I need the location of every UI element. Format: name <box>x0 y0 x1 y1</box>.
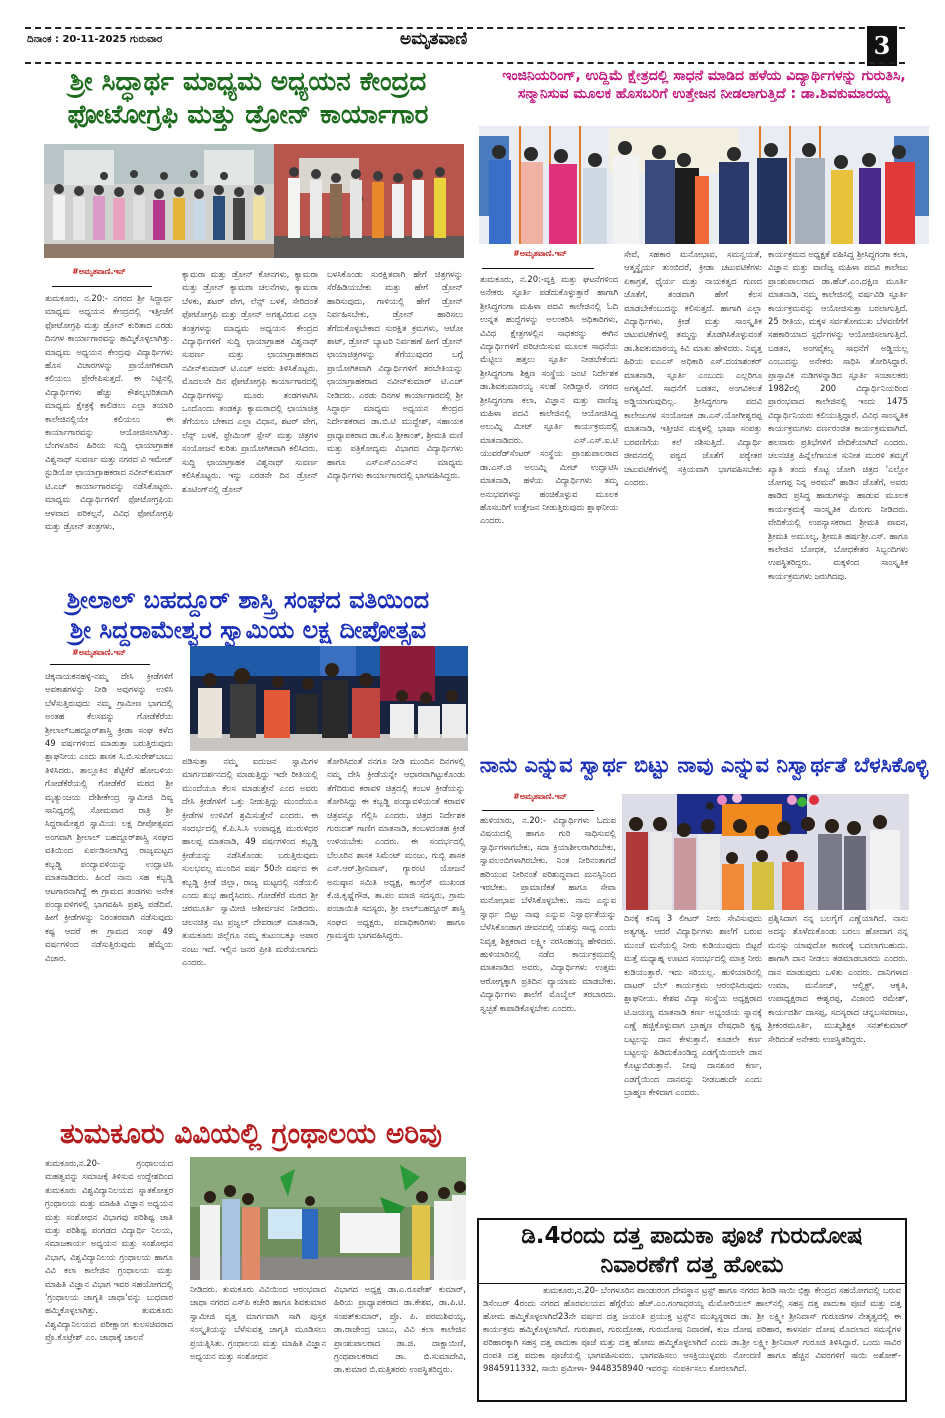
article-body-column: ಪ್ರಶ್ನಿಸಿದಾಗ ನನ್ನ ಬಲಗೈಗೆ ಎಣ್ಣೆಯಾಗಿದೆ. ನಾನು ಅದನ್ನು ತೊಳೆದುಕೊಂಡು ಬರಲು ಹೋದಾಗ ನನ್ನ ಮನಸ್ಸು ಯಾವುದೋ ಕಾರಣಕ್ಕೆ ಬದಲಾಗಬಹುದು. ಹಾಗಾಗಿ ದಾನ ನೀಡಲು ತಡಮಾಡಬಾರದು ಎಂದರು. ದಾನ ಮಾಡುವುದು ಒಳಿತು ಎಂದರು. ದಾನಿಗಳಾದ ಉಮಾ, ಮನೋಜ್, ಆಲ್ವಿಕ್ಟ್, ಆಕೃತಿ, ಉಪಾಧ್ಯಕ್ಷರಾದ ಈಶ್ವರಪ್ಪ, ವಿಜಾಂಬಿ ರಮೇಶ್, ಕಾರ್ಯದರ್ಶಿ ದಾಸಪ್ಪ, ಸದಸ್ಯರಾದ ಚನ್ನಬಸವರಾಜು, ಶ್ರೀಕಂಠಮೂರ್ತಿ, ಮುಖ್ಯಶಿಕ್ಷಕ ಸನತ್‌ಕುಮಾರ್ ಸೇರಿದಂತೆ ಅನೇಕರು ಉಪಸ್ಥಿತರಿದ್ದರು. <box>768 913 908 1044</box>
headline-line-2: ಸನ್ಮಾನಿಸುವ ಮೂಲಕ ಹೊಸಬರಿಗೆ ಉತ್ತೇಜನ ನೀಡಲಾಗುತ್ತಿದೆ : ಡಾ.ಶಿವಕುಮಾರಯ್ಯ <box>517 85 891 102</box>
headline-line-2: ಫೋಟೋಗ್ರಫಿ ಮತ್ತು ಡ್ರೋನ್ ಕಾರ್ಯಾಗಾರ <box>67 99 429 130</box>
group-photo-image <box>44 144 464 258</box>
rally-photo-image <box>190 1157 466 1280</box>
article-body-column: ಬಳಸಿಕೊಂಡು ಸುರಕ್ಷಿತವಾಗಿ ಹೇಗೆ ಚಿತ್ರಗಳನ್ನು ಸೆರೆಹಿಡಿಯಬೇಕು ಮತ್ತು ಹೇಗೆ ಡ್ರೋನ್ ಹಾರಿಸುವುದು, ಗಾಳಿಯಲ್ಲಿ ಹೇಗೆ ಡ್ರೋನ್ ನಿರ್ವಹಿಸಬೇಕು, ಡ್ರೋನ್ ಹಾರಿಸಲು ತೆಗೆದುಕೊಳ್ಳಬೇಕಾದ ಸುರಕ್ಷಿತ ಕ್ರಮಗಳು, ಆಟೋ ಶಾಟ್, ಡ್ರೋನ್ ಬ್ಯಾಟರಿ ನಿರ್ವಹಣೆ ಹೀಗೆ ಡ್ರೋನ್ ಛಾಯಾಚಿತ್ರಗಳನ್ನು ತೆಗೆಯುವುದರ ಬಗ್ಗೆ ಪ್ರಾಯೋಗಿಕವಾಗಿ ವಿದ್ಯಾರ್ಥಿಗಳಿಗೆ ತರಬೇತಿಯನ್ನು ಛಾಯಾಗ್ರಾಹಕರಾದ ನವೀನ್‌ಕುಮಾರ್ ಟಿ.ಎಚ್ ನೀಡಿದರು. ಎರಡು ದಿನಗಳ ಕಾರ್ಯಾಗಾರದಲ್ಲಿ ಶ್ರೀ ಸಿದ್ಧಾರ್ಥ ಮಾಧ್ಯಮ ಅಧ್ಯಯನ ಕೇಂದ್ರದ ನಿರ್ದೇಶಕರಾದ ಡಾ.ಬಿ.ಟಿ ಮುದ್ದೇಶ್, ಸಹಾಯಕ ಪ್ರಾಧ್ಯಾಪಕರಾದ ಡಾ.ಕೆ.ಎ ಶ್ರೀಕಾಂತ್, ಶ್ರೀಮತಿ ಮಣಿ ಮತ್ತು ಪತ್ರಿಕೋದ್ಯಮ ವಿಭಾಗದ ವಿದ್ಯಾರ್ಥಿಗಳು ಹಾಗೂ ಎಸ್‌ಎಸ್‌ಎಂಎಸ್‌ನ ಮಾಧ್ಯಮ ವಿದ್ಯಾರ್ಥಿಗಳು ಕಾರ್ಯಾಗಾರದಲ್ಲಿ ಭಾಗವಹಿಸಿದ್ದರು. <box>327 269 463 481</box>
article-body-column: ತುಮಕೂರು,ನ.20- ಗ್ರಂಥಾಲಯದ ಮಹತ್ವವನ್ನು ಸಮಾಜಕ್ಕೆ ತಿಳಿಸುವ ಉದ್ದೇಶದಿಂದ ತುಮಕೂರು ವಿಶ್ವವಿದ್ಯಾನಿಲಯದ ಸ್ನಾತಕೋತ್ತರ ಗ್ರಂಥಾಲಯ ಮತ್ತು ಮಾಹಿತಿ ವಿಜ್ಞಾನ ಅಧ್ಯಯನ ಮತ್ತು ಸಂಶೋಧನ ವಿಭಾಗವು ಪರಿಶಿಷ್ಟ ಜಾತಿ ಮತ್ತು ಪರಿಶಿಷ್ಟ ಪಂಗಡದ ವಿದ್ಯಾರ್ಥಿ ನಿಲಯ, ಸಮಾಜಕಾರ್ಯ ಅಧ್ಯಯನ ಮತ್ತು ಸಂಶೋಧನ ವಿಭಾಗ, ವಿಶ್ವವಿದ್ಯಾನಿಲಯ ಗ್ರಂಥಾಲಯ ಹಾಗೂ ವಿವಿ ಕಲಾ ಕಾಲೇಜಿನ ಗ್ರಂಥಾಲಯ ಮತ್ತು ಮಾಹಿತಿ ವಿಜ್ಞಾನ ವಿಭಾಗ ಇವರ ಸಹಯೋಗದಲ್ಲಿ 'ಗ್ರಂಥಾಲಯ ಜಾಗೃತಿ ಜಾಥಾ'ವನ್ನು ಬುಧವಾರ ಹಮ್ಮಿಕೊಳ್ಳಲಾಗಿತ್ತು. ತುಮಕೂರು ವಿಶ್ವವಿದ್ಯಾನಿಲಯದ ಪರೀಕ್ಷಾಂಗ ಕುಲಸಚಿವರಾದ ಪ್ರೊ.ಕೊಟ್ರೇಶ್ ಎಂ. ಜಾಥಾಕ್ಕೆ ಚಾಲನೆ <box>45 1158 173 1343</box>
article-body-column: ವಿಭಾಗದ ಅಧ್ಯಕ್ಷ ಡಾ.ಎ.ರೂಪೇಶ್ ಕುಮಾರ್, ಹಿರಿಯ ಪ್ರಾಧ್ಯಾಪಕರಾದ ಡಾ.ಕೇಶವ, ಡಾ.ಪಿ.ಟಿ. ಸಂಪತ್‌ಕುಮಾರ್, ಪ್ರೊ. ಪಿ. ಪರಮಶಿವಯ್ಯ, ಡಾ.ರಾಜೇಂದ್ರ ಬಾಬು, ವಿವಿ ಕಲಾ ಕಾಲೇಜಿನ ಪ್ರಾಂಶುಪಾಲರಾದ ಡಾ.ಜಿ. ದಾಕ್ಷಾಯಿಣಿ, ಗ್ರಂಥಪಾಲಕರಾದ ಡಾ. ಬಿ.ಸುಮಾದೇವಿ, ಡಾ.ಕುಮಾರ ಬಿ.ಮತ್ತಿತರರು ಉಪಸ್ಥಿತರಿದ್ದರು. <box>334 1284 466 1375</box>
photo-school-event <box>622 794 909 910</box>
article-body-column: ಚಿಕ್ಕನಾಯಕನಹಳ್ಳಿ-ನಮ್ಮ ದೇಸಿ ಕ್ರೀಡೆಗಳಿಗೆ ಅವಕಾಶಗಳನ್ನು ನೀಡಿ ಅವುಗಳನ್ನು ಉಳಿಸಿ ಬೆಳೆಸುತ್ತಿರುವುದು ನಮ್ಮ ಗ್ರಾಮೀಣ ಭಾಗದಲ್ಲಿ ಅಂತಹ ಕೆಲಸವನ್ನು ಗೋಡೆಕೆರೆಯ ಶ್ರೀಲಾಲ್‌ಬಹದ್ದೂರ್‌ಶಾಸ್ತ್ರಿ ಕ್ರೀಡಾ ಸಂಘ ಕಳೆದ 49 ವರ್ಷಗಳಿಂದ ಮಾಡುತ್ತಾ ಬರುತ್ತಿರುವುದು ಶ್ಲಾಘನೀಯ ಎಂದು ಶಾಸಕ ಸಿ.ಬಿ.ಸುರೇಶ್‌ಬಾಬು ತಿಳಿಸಿದರು. ತಾಲ್ಲೂಕಿನ ಶೆಟ್ಟಿಕೆರೆ ಹೋಬಳಿಯ ಗೋಡೆಕೆರೆಯಲ್ಲಿ ಗೋಡೆಕೆರೆ ಮಠದ ಶ್ರೀ ಮೃತ್ಯುಂಜಯ ದೇಶೀಕೇಂದ್ರ ಸ್ವಾಮೀಜಿ ದಿವ್ಯ ಸಾನಿಧ್ಯದಲ್ಲಿ ಸೋಮವಾರ ರಾತ್ರಿ ಶ್ರೀ ಸಿದ್ದರಾಮೇಶ್ವರ ಸ್ವಾಮಿಯ ಲಕ್ಷ ದೀಪೋತ್ಸವದ ಅಂಗವಾಗಿ ಶ್ರೀಲಾಲ್ ಬಹದ್ದೂರ್‌ಶಾಸ್ತ್ರಿ ಸಂಘದ ವತಿಯಿಂದ ಏರ್ಪಡಿಸಲಾಗಿದ್ದ ರಾಜ್ಯಮಟ್ಟದ ಕಬ್ಬಡ್ಡಿ ಪಂದ್ಯಾವಳಿಯನ್ನು ಉದ್ಘಾಟಿಸಿ ಮಾತನಾಡಿದರು. ಹಿಂದೆ ನಾನು ಸಹ ಕಬ್ಬಡ್ಡಿ ಆಟಗಾರನಾಗಿದ್ದೆ ಈ ಗ್ರಾಮದ ತಂಡಗಳು ಅನೇಕ ಪಂದ್ಯಾವಳಿಗಳಲ್ಲಿ ಭಾಗವಹಿಸಿ ಪ್ರಶಸ್ತಿ ಪಡೆದಿವೆ. ಹೀಗೆ ಕ್ರೀಡೆಗಳನ್ನು ನಿರಂತರವಾಗಿ ನಡೆಸುವುದು ಕಷ್ಟ ಆದರೆ ಈ ಗ್ರಾಮದ ಸಂಘ 49 ವರ್ಷಗಳಿಂದ ನಡೆಸುತ್ತಿರುವುದು ಹೆಮ್ಮೆಯ ವಿಚಾರ. <box>45 671 173 963</box>
tag-rule <box>482 810 594 811</box>
article-body-column: ನೀಡಿದರು. ತುಮಕೂರು ವಿವಿಯಿಂದ ಆರಂಭವಾದ ಜಾಥಾ ನಗರದ ಎಸ್‌ಪಿ ಕಚೇರಿ ಹಾಗೂ ಶಿವಕುಮಾರ ಸ್ವಾಮೀಜಿ ವೃತ್ತ ಮಾರ್ಗವಾಗಿ ಸಾಗಿ ಪುಸ್ತಕ ಸಂಸ್ಕೃತಿಯನ್ನು ಬೆಳೆಸುವತ್ತ ಜಾಗೃತಿ ಮೂಡಿಸಲು ಪ್ರಯತ್ನಿಸಿತು. ಗ್ರಂಥಾಲಯ ಮತ್ತು ಮಾಹಿತಿ ವಿಜ್ಞಾನ ಅಧ್ಯಯನ ಮತ್ತು ಸಂಶೋಧನ <box>190 1284 326 1362</box>
article-headline-selflessness: ನಾನು ಎನ್ನುವ ಸ್ವಾರ್ಥ ಬಿಟ್ಟು ನಾವು ಎನ್ನುವ ನಿಸ್ವಾರ್ಥತೆ ಬೆಳಸಿಕೊಳ್ಳಿ <box>479 753 929 777</box>
notice-body: ತುಮಕೂರು,ನ.20- ಬೆಂಗಳೂರಿನ ಪಾಂಡುರಂಗ ದೇವಸ್ಥಾನ ಟ್ರಸ್ಟ್ ಹಾಗೂ ನಗರದ ಶಿರಡಿ ಸಾಯಿ ಭಿಕ್ಷಾ ಕೇಂದ್ರದ ಸಹಯೋಗದಲ್ಲಿ ಬರುವ ಡಿಸೆಂಬರ್ 4ರಂದು ನಗರದ ಹೊರವಲಯದ ಹೆಗ್ಗೆರೆಯ ಹೆಚ್.ಎಂ.ಗಂಗಾಧರಯ್ಯ ಮೆಮೋರಿಯಲ್ ಹಾಲ್‌ನಲ್ಲಿ ಸಹಸ್ರ ದತ್ತ ಪಾದುಕಾ ಪೂಜೆ ಮತ್ತು ದತ್ತ ಹೋಮ ಹಮ್ಮಿಕೊಳ್ಳಲಾಗಿದೆ23ನೇ ವರ್ಷದ ದತ್ತ ಜಯಂತಿ ಪ್ರಯುಕ್ತ ಟ್ರಸ್ಟ್‌ನ ಮುಖ್ಯಸ್ಥರಾದ ಡಾ. ಶ್ರೀ ಲಕ್ಷ್ಮೀ ಶ್ರೀನಿವಾಸ್ ಗುರೂಜಿಗಳ ನೇತೃತ್ವದಲ್ಲಿ ಈ ಕಾರ್ಯಕ್ರಮ ಹಮ್ಮಿಕೊಳ್ಳಲಾಗಿದೆ. ಗುರುಶಾಪ, ಗುರುದ್ರೋಹ, ಗುರುದೋಷ ನಿವಾರಣೆ, ಕುಜ ದೋಷ ಪರಿಹಾರ, ಕಾಳಸರ್ಪ ದೋಷ ಮೊದಲಾದ ಸಮಸ್ಯೆಗಳ ಪರಿಹಾರಕ್ಕಾಗಿ ಸಹಸ್ರ ದತ್ತ ಪಾದುಕಾ ಪೂಜೆ ಮತ್ತು ದತ್ತ ಹೋಮ ಹಮ್ಮಿಕೊಳ್ಳಲಾಗಿದೆ ಎಂದು ಡಾ.ಶ್ರೀ ಲಕ್ಷ್ಮೀ ಶ್ರೀನಿವಾಸ್ ಗುರೂಜಿ ತಿಳಿಸಿದ್ದಾರೆ. ಒಂದು ಸಾವಿರ ದಂಪತಿ ದತ್ತ ಪದುಕಾ ಪೂಜೆಯಲ್ಲಿ ಭಾಗವಹಿಸುವರು. ಭಾಗವಹಿಸಲು ಆಸಕ್ತಿಯುಳ್ಳವರು ನೋಂದಣಿ ಹಾಗೂ ಹೆಚ್ಚಿನ ವಿವರಗಳಿಗೆ ಸಾಯಿ ಅಶೋಕ್- 9845911332, ಸಾಯಿ ಪ್ರಮೀಳಾ- 9448358940 ಇವರನ್ನು ಸಂಪರ್ಕಿಸಲು ಕೋರಲಾಗಿದೆ. <box>483 1284 901 1373</box>
headline-line-2: ಶ್ರೀ ಸಿದ್ದರಾಮೇಶ್ವರ ಸ್ವಾಮಿಯ ಲಕ್ಷ ದೀಪೋತ್ಸವ <box>69 616 427 644</box>
article-headline-photography-workshop <box>28 66 468 131</box>
stage-photo-image <box>190 646 468 751</box>
photo-lamp-lighting <box>479 126 929 244</box>
issue-date: ದಿನಾಂಕ : 20-11-2025 ಗುರುವಾರ <box>27 34 163 45</box>
photo-library-rally <box>190 1157 466 1280</box>
source-tag: #ಅಮೃತವಾಣಿ.ಇನ್ <box>72 648 126 657</box>
article-body-column: ಕ್ಯಾಮರಾ ಮತ್ತು ಡ್ರೋನ್ ಕೋನಗಳು, ಕ್ಯಾಮರಾ ಮತ್ತು ಡ್ರೋನ್ ಕ್ಯಾಮರಾ ಚಲನೆಗಳು, ಕ್ಯಾಮರಾ ಬೆಳಕು, ಶಟರ್ ವೇಗ, ಲೆನ್ಸ್ ಬಳಕೆ, ಸೇರಿದಂತೆ ಫೋಟೋಗ್ರಫಿ ಮತ್ತು ಡ್ರೋನ್ ಅಗತ್ಯವಿರುವ ಎಲ್ಲಾ ತಂತ್ರಗಳನ್ನು ಮಾಧ್ಯಮ ಅಧ್ಯಯನ ಕೇಂದ್ರದ ವಿದ್ಯಾರ್ಥಿಗಳಿಗೆ ಸುದ್ದಿ ಛಾಯಾಗ್ರಾಹಕ ವಿಶ್ವನಾಥ್ ಸುವರ್ಣ ಮತ್ತು ಛಾಯಾಗ್ರಾಹಕರಾದ ನವೀನ್‌ಕುಮಾರ್ ಟಿ.ಎಚ್ ಅವರು ತಿಳಿಸಿಕೊಟ್ಟರು. ಮೊದಲನೇ ದಿನ ಫೋಟೋಗ್ರಫಿ ಕಾರ್ಯಾಗಾರದಲ್ಲಿ ವಿದ್ಯಾರ್ಥಿಗಳನ್ನು ಮೂರು ತಂಡಗಳಾಗಿಸಿ ಒಂದೊಂದು ತಂಡಕ್ಕೂ ಕ್ಯಾಮರಾದಲ್ಲಿ ಛಾಯಾಚಿತ್ರ ತೆಗೆಯಲು ಬೇಕಾದ ಎಲ್ಲಾ ವಿಧಾನ, ಶಟರ್ ವೇಗ, ಲೆನ್ಸ್ ಬಳಕೆ, ಫ್ರೇಮಿಂಗ್ ಸ್ಪೇಸ್ ಮತ್ತು ಚಿತ್ರಗಳ ಸಂಯೋಜನೆ ಕುರಿತು ಪ್ರಾಯೋಗಿಕವಾಗಿ ಕಲಿಸಿದರು. ಸುದ್ದಿ ಛಾಯಾಗ್ರಾಹಕ ವಿಶ್ವನಾಥ್ ಸುವರ್ಣ ಕಲಿಸಿಕೊಟ್ಟರು. ಇನ್ನು ಎರಡನೇ ದಿನ ಡ್ರೋನ್ ಶೂಟಿಂಗ್‌ನಲ್ಲಿ ಡ್ರೋನ್ <box>182 269 318 494</box>
headline-line-1: ಇಂಜಿನಿಯರಿಂಗ್, ಉದ್ದಿಮೆ ಕ್ಷೇತ್ರದಲ್ಲಿ ಸಾಧನೆ ಮಾಡಿದ ಹಳೆಯ ವಿದ್ಯಾರ್ಥಿಗಳನ್ನು ಗುರುತಿಸಿ, <box>502 68 906 84</box>
article-headline-alumni <box>478 68 930 103</box>
article-body-column: ಪಡಿಸುತ್ತಾ ನಮ್ಮ ಐದುಜನ ಸ್ವಾಮಿಗಳ ಮಾರ್ಗದರ್ಶನದಲ್ಲಿ ಮಾಡುತ್ತಿದ್ದು ಇದೇ ರೀತಿಯಲ್ಲಿ ಮುಂದೆಯೂ ಕೆಲಸ ಮಾಡುತ್ತೇನೆ ಎಂದ ಅವರು ದೇಸಿ ಕ್ರೀಡೆಗಳಿಗೆ ಒತ್ತು ನೀಡುತ್ತಿದ್ದು ಮುಂದೆಯೂ ಕ್ರೀಡೆಗಳ ಉಳಿವಿಗೆ ಶ್ರಮಿಸುತ್ತೇನೆ ಎಂದರು. ಈ ಸಂದರ್ಭದಲ್ಲಿ ಕೆ.ಪಿ.ಸಿ.ಸಿ ಉಪಾಧ್ಯಕ್ಷ ಮುರುಳಿಧರ ಹಾಲಪ್ಪ ಮಾತನಾಡಿ, 49 ವರ್ಷಗಳಿಂದ ಕಬ್ಬಡ್ಡಿ ಕ್ರೀಡೆಯನ್ನು ನಡೆಸಿಕೊಂಡು ಬರುತ್ತಿರುವುದು ಸುಲಭವಲ್ಲ ಮುಂದಿನ ವರ್ಷ 50ನೇ ವರ್ಷದ ಈ ಕಬ್ಬಡ್ಡಿ ಕ್ರೀಡೆ ಜಿಲ್ಲಾ, ರಾಜ್ಯ ಮಟ್ಟದಲ್ಲಿ ನಡೆಯಲಿ ಎಂದು ಶುಭ ಹಾರೈಸಿದರು. ಗೋಡೆಕೆರೆ ಮಠದ ಶ್ರೀ ಚರಮೂರ್ತಿ ಸ್ವಾಮೀಜಿ ಆಶೀರ್ವಚನ ನೀಡಿದರು. ಚಲನಚಿತ್ರ ನಟ ಪ್ರಜ್ವಲ್ ದೇವರಾಜ್ ಮಾತನಾಡಿ, ತುಮಕೂರು ಜಿಲ್ಲೆಗೂ ನಮ್ಮ ಕುಟುಂಬಕ್ಕೂ ಅಪಾರ ನಂಟು ಇದೆ. ಇಲ್ಲಿನ ಜನರ ಪ್ರೀತಿ ಮರೆಯಲಾಗದು ಎಂದರು. <box>182 756 318 968</box>
article-body-column: ದಿನಕ್ಕೆ ಕನಿಷ್ಠ 3 ಲೀಟರ್ ನೀರು ಸೇವಿಸುವುದು ಅತ್ಯಗತ್ಯ. ಆದರೆ ವಿದ್ಯಾರ್ಥಿಗಳು ಶಾಲೆಗೆ ಬರುವ ಮುಂಚೆ ಮನೆಯಲ್ಲಿ ನೀರು ಕುಡಿಯುವುದು ಬಿಟ್ಟರೆ ಮತ್ತೆ ಮಧ್ಯಾಹ್ನ ಊಟದ ಸಂದರ್ಭದಲ್ಲಿ ಮಾತ್ರ ನೀರು ಕುಡಿಯುತ್ತಾರೆ. ಇದು ಸರಿಯಲ್ಲ. ಹುಳಿಯಾರಿನಲ್ಲಿ ವಾಟರ್ ಬೆಲ್ ಕಾರ್ಯಕ್ರಮ ಆರಂಭಿಸಿರುವುದು ಶ್ಲಾಘನೀಯ. ಕೇಶವ ವಿದ್ಯಾ ಸಂಸ್ಥೆಯ ಅಧ್ಯಕ್ಷರಾದ ಟಿ.ಜಯಣ್ಣ ಮಾತನಾಡಿ ಕರ್ಣ ಅಭ್ಯಂಜಿಯ ಸ್ನಾನಕ್ಕೆ ಎಣ್ಣೆ ಹಚ್ಚಿಕೊಳ್ಳುವಾಗ ಬ್ರಾಹ್ಮಣ ವೇಷಧಾರಿ ಕೃಷ್ಣ ಬಟ್ಟಲನ್ನು ದಾನ ಕೇಳುತ್ತಾನೆ. ಕೂಡಲೇ ಕರ್ಣ ಬಟ್ಟಲನ್ನು ಹಿಡಿದುಕೊಂಡಿದ್ದ ಎಡಗೈಯಿಂದಲೇ ದಾನ ಕೊಟ್ಟುಬಿಡುತ್ತಾನೆ. ನೀವು ದಾನಶೂರ ಕರ್ಣ, ಎಡಗೈಯಿಂದ ದಾನವನ್ನು ನೀಡಬಹುದೇ ಎಂದು ಬ್ರಾಹ್ಮಣ ಕೇಳಿದಾಗ ಎಂದರು. <box>624 913 762 1098</box>
article-body-column: ಸೇವೆ, ಸಹಕಾರ ಮನೋಭಾವ, ಸಮನ್ವಯತೆ, ಆತ್ಮಸ್ಥೈರ್ಯ ತುಂಬಿದರೆ, ಕ್ರೀಡಾ ಚಟುವಟಿಕೆಗಳು ಏಕಾಗ್ರತೆ, ಧೈರ್ಯ ಮತ್ತು ನಾಯಕತ್ವದ ಗುಣದ ಜೊತೆಗೆ, ತಂಡವಾಗಿ ಹೇಗೆ ಕೆಲಸ ಮಾಡಬೇಕೆಂಬುದನ್ನು ಕಲಿಸುತ್ತದೆ. ಹಾಗಾಗಿ ಎಲ್ಲಾ ವಿದ್ಯಾರ್ಥಿಗಳು, ಕ್ರೀಡೆ ಮತ್ತು ಸಾಂಸ್ಕೃತಿಕ ಚಟುವಟಿಕೆಗಳಲ್ಲಿ ತಮ್ಮನ್ನು ತೊಡಗಿಸಿಕೊಳ್ಳುವಂತೆ ಡಾ.ಶಿವಕುಮಾರಯ್ಯ ಕಿವಿ ಮಾತು ಹೇಳಿದರು. ನಿವೃತ್ತ ಹಿರಿಯ ಐಎಎಸ್ ಅಧಿಕಾರಿ ಎಸ್.ದಯಾಶಂಕರ್ ಮಾತನಾಡಿ, ಸ್ಫೂರ್ತಿ ಎಂಬುದು ಎಲ್ಲರಿಗೂ ಅಗತ್ಯವಿದೆ. ಸಾಧನೆಗೆ ಬಡತನ, ಅಂಗವಿಕಲತೆ ಅಡ್ಡಿಯಾಗುವುದಿಲ್ಲ. ಶ್ರೀಸಿದ್ಧಗಂಗಾ ಪದವಿ ಕಾಲೇಜುಗಳ ಸಂಯೋಜಕ ಡಾ.ಎಸ್.ಯೋಗೀಶ್ವರಪ್ಪ ಮಾತನಾಡಿ, ಇತ್ತೀಚಿನ ಮಕ್ಕಳಲ್ಲಿ ಭಾಷಾ ಸಂಪತ್ತು ಬರವಣಿಗೆಯ ಕಲೆ ನಶಿಸುತ್ತಿದೆ. ವಿದ್ಯಾರ್ಥಿ ಜೀವನದಲ್ಲಿ ಪಠ್ಯದ ಜೊತೆಗೆ ಪಠ್ಯೇತರ ಚಟುವಟಿಕೆಗಳಲ್ಲಿ ಸಕ್ರಿಯವಾಗಿ ಭಾಗವಹಿಸಬೇಕು ಎಂದರು. <box>624 249 762 487</box>
article-body-column: ಕಾರ್ಯಕ್ರಮದ ಅಧ್ಯಕ್ಷತೆ ವಹಿಸಿದ್ದ ಶ್ರೀಸಿದ್ಧಗಂಗಾ ಕಲಾ, ವಿಜ್ಞಾನ ಮತ್ತು ವಾಣಿಜ್ಯ ಮಹಿಳಾ ಪದವಿ ಕಾಲೇಜು ಪ್ರಾಂಶುಪಾಲರಾದ ಡಾ.ಹೆಚ್.ಎಂ.ದಕ್ಷಿಣ ಮೂರ್ತಿ ಮಾತನಾಡಿ, ನಮ್ಮ ಕಾಲೇಜಿನಲ್ಲಿ ವರ್ಷವಿಡಿ ಸ್ಫೂರ್ತಿ ಕಾರ್ಯಕ್ರಮವನ್ನು ಆಯೋಜಿಸುತ್ತಾ ಬರಲಾಗುತ್ತಿದೆ. 25 ರೀತಿಯ, ಮಕ್ಕಳ ಸರ್ವತೋಮುಖ ಬೆಳವಣಿಗೆಗೆ ಸಹಕಾರಿಯಾದ ಸ್ಪರ್ಧೆಗಳನ್ನು ಆಯೋಜಿಸಲಾಗುತ್ತಿದೆ. ಬಡತನ, ಅಂಗವೈಕಲ್ಯ ಸಾಧನೆಗೆ ಅಡ್ಡಿಯಲ್ಲ ಎಂಬುದನ್ನು ಅನೇಕರು ಸಾಧಿಸಿ ತೋರಿಸಿದ್ದಾರೆ. ಪ್ರಾಸ್ತಾವಿಕ ನುಡಿಗಳನ್ನಾಡಿದ ಸ್ಫೂರ್ತಿ ಸಂಚಾಲಕರು 1982ರಲ್ಲಿ 200 ವಿದ್ಯಾರ್ಥಿನಿಯರಿಂದ ಪ್ರಾರಂಭವಾದ ಕಾಲೇಜಿನಲ್ಲಿ ಇಂದು 1475 ವಿದ್ಯಾರ್ಥಿನಿಯರು ಕಲಿಯುತ್ತಿದ್ದಾರೆ. ವಿವಿಧ ಸಾಂಸ್ಕೃತಿಕ ಕಾರ್ಯಕ್ರಮಗಳು ವರ್ಣರಂಜಿತ ಕಾರ್ಯಕ್ರಮವಾಗಿದೆ. ಹಲವಾರು ಪ್ರತಿಭೆಗಳಿಗೆ ವೇದಿಕೆಯಾಗಿದೆ ಎಂದರು. ಚಲನಚಿತ್ರ ಹಿನ್ನೆಲೆಗಾಯಕ ಸುನೀತ ಮುರಳಿ ತಮ್ಮಗೆ ಖ್ಯಾತಿ ತಂದು ಕೊಟ್ಟ ಜೋಗಿ ಚಿತ್ರದ 'ಎಲ್ಲೋ ಜೋಗಪ್ಪ ನಿನ್ನ ಅರಮನೆ' ಹಾಡಿನ ಜೊತೆಗೆ, ಅವರು ಹಾಡಿದ ಪ್ರಸಿದ್ಧ ಹಾಡುಗಳನ್ನು ಹಾಡುವ ಮೂಲಕ ಕಾರ್ಯಕ್ರಮಕ್ಕೆ ಸಾಂಸ್ಕೃತಿಕ ಮೆರುಗು ನೀಡಿದರು. ವೇದಿಕೆಯಲ್ಲಿ ಉಪನ್ಯಾಸಕರಾದ ಶ್ರೀಮತಿ ಪಾವನ, ಶ್ರೀಮತಿ ಅಮೂಲ್ಯ, ಶ್ರೀಮತಿ ಹರ್ಷಶ್ರೀ.ಎಸ್. ಹಾಗೂ ಕಾಲೇಜಿನ ಬೋಧಕ, ಬೋಧಕೇತರ ಸಿಬ್ಬಂದಿಗಳು ಉಪಸ್ಥಿತರಿದ್ದರು. ಮಕ್ಕಳಿಂದ ಸಾಂಸ್ಕೃತಿಕ ಕಾರ್ಯಕ್ರಮಗಳು ಜರುಗಿದವು. <box>768 249 908 581</box>
article-body-column: ಹುಳಿಯಾರು, ನ.20:- ವಿದ್ಯಾರ್ಥಿಗಳು ಓದುವ ವಿಷಯದಲ್ಲಿ ಹಾಗೂ ಗುರಿ ಸಾಧಿಸುವಲ್ಲಿ ಸ್ವಾರ್ಥಿಗಳಾಗಬೇಕು, ಸದಾ ಕ್ರಿಯಾಶೀಲರಾಗಿರಬೇಕು, ಸ್ವಾವಲಂಬಿಗಳಾಗಿರಬೇಕು. ನಿಂತ ನೀರಿನಂತಾಗದೆ ಹರಿಯುವ ನೀರಿನಂತೆ ಪರಿಶುದ್ಧವಾದ ಮನಸ್ಸಿನಿಂದ ಇರಬೇಕು. ಪ್ರಾಮಾಣಿಕತೆ ಹಾಗೂ ಸೇವಾ ಮನೋಭಾವ ಬೆಳೆಸಿಕೊಳ್ಳಬೇಕು. ನಾನು ಎನ್ನುವ ಸ್ವಾರ್ಥ ಬಿಟ್ಟು ನಾವು ಎನ್ನುವ ನಿಸ್ವಾರ್ಥತೆಯನ್ನು ಬೆಳೆಸಿಕೊಂಡಾಗ ಜೀವನದಲ್ಲಿ ಯಶಸ್ಸು ಸಾಧ್ಯ ಎಂದು ನಿವೃತ್ತ ಶಿಕ್ಷಕರಾದ ಲಕ್ಷ್ಮೀ ನರಸಿಂಹಯ್ಯ ಹೇಳಿದರು. ಹುಳಿಯಾರಿನಲ್ಲಿ ನಡೆದ ಕಾರ್ಯಕ್ರಮದಲ್ಲಿ ಮಾತನಾಡಿದ ಅವರು, ವಿದ್ಯಾರ್ಥಿಗಳು ಉತ್ತಮ ಆರೋಗ್ಯಕ್ಕಾಗಿ ಪ್ರತಿದಿನ ವ್ಯಾಯಾಮ ಮಾಡಬೇಕು. ವಿದ್ಯಾರ್ಥಿಗಳು ಶಾಲೆಗೆ ಮೊಬೈಲ್ ತರಬಾರದು. ಸ್ವಚ್ಛತೆ ಕಾಪಾಡಿಕೊಳ್ಳಬೇಕು ಎಂದರು. <box>480 815 616 1013</box>
header-bottom-rule <box>25 62 905 64</box>
photo-workshop-group <box>44 144 464 258</box>
headline-line-1: ಶ್ರೀಲಾಲ್ ಬಹದ್ದೂರ್ ಶಾಸ್ತ್ರಿ ಸಂಘದ ವತಿಯಿಂದ <box>66 586 430 614</box>
article-body-column: ತುಮಕೂರು, ನ.20:-ವ್ಯಕ್ತಿ ಮತ್ತು ಘಟನೆಗಳಿಂದ ಅನೇಕರು ಸ್ಫೂರ್ತಿ ಪಡೆದುಕೊಳ್ಳುತ್ತಾರೆ ಹಾಗಾಗಿ ಶ್ರೀಸಿದ್ಧಗಂಗಾ ಮಹಿಳಾ ಪದವಿ ಕಾಲೇಜಿನಲ್ಲಿ ಓದಿ ಉನ್ನತ ಹುದ್ದೆಗಳನ್ನು ಅಲಂಕರಿಸಿ ಅಧಿಕಾರಿಗಳು, ವಿವಿಧ ಕ್ಷೇತ್ರಗಳಲ್ಲಿನ ಸಾಧಕರನ್ನು ಈಗಿನ ವಿದ್ಯಾರ್ಥಿಗಳಿಗೆ ಪರಿಚಯಿಸುವ ಮೂಲಕ ಸಾಧನೆಯ ಮೆಟ್ಟಿಲು ಹತ್ತಲು ಸ್ಫೂರ್ತಿ ನೀಡಬೇಕೆಂದು ಶ್ರೀಸಿದ್ಧಗಂಗಾ ಶಿಕ್ಷಣ ಸಂಸ್ಥೆಯ ಜಂಟಿ ನಿರ್ದೇಶಕ ಡಾ.ಶಿವಕುಮಾರಯ್ಯ ಸಲಹೆ ನೀಡಿದ್ದಾರೆ. ನಗರದ ಶ್ರೀಸಿದ್ಧಗಂಗಾ ಕಲಾ, ವಿಜ್ಞಾನ ಮತ್ತು ವಾಣಿಜ್ಯ ಮಹಿಳಾ ಪದವಿ ಕಾಲೇಜಿನಲ್ಲಿ ಆಯೋಜಿಸಿದ್ದ ಅಲುಮ್ನಿ ಮೀಟ್ ಸ್ಫೂರ್ತಿ ಕಾರ್ಯಕ್ರಮದಲ್ಲಿ ಮಾತನಾಡಿದರು. ಎಸ್.ಎಸ್.ಐ.ಟಿ ಯುವರೆಡ್‌ಸೆಂಟರ್ ಸಂಸ್ಥೆಯ ಪ್ರಾಂಶುಪಾಲರಾದ ಡಾ.ಎಸ್.ಜಿ ಅಲುಮ್ನಿ ಮೀಟ್ ಉದ್ಘಾಟಿಸಿ ಮಾತನಾಡಿ, ಹಳೆಯ ವಿದ್ಯಾರ್ಥಿಗಳು ತಮ್ಮ ಅನುಭವಗಳನ್ನು ಹಂಚಿಕೊಳ್ಳುವ ಮೂಲಕ ಹೊಸಬರಿಗೆ ಉತ್ತೇಜನ ನೀಡುತ್ತಿರುವುದು ಶ್ಲಾಘನೀಯ ಎಂದರು. <box>480 274 618 526</box>
headline-line-1: ಶ್ರೀ ಸಿದ್ಧಾರ್ಥ ಮಾಧ್ಯಮ ಅಧ್ಯಯನ ಕೇಂದ್ರದ <box>69 67 427 97</box>
source-tag: #ಅಮೃತವಾಣಿ.ಇನ್ <box>513 249 567 258</box>
headline-line-1: ಡಿ.4ರಂದು ದತ್ತ ಪಾದುಕಾ ಪೂಜೆ ಗುರುದೋಷ <box>521 1223 863 1249</box>
article-headline-deepotsava <box>28 585 468 645</box>
source-tag: #ಅಮೃತವಾಣಿ.ಇನ್ <box>72 267 126 276</box>
page-number: 3 <box>867 26 897 66</box>
school-photo-image <box>622 794 909 910</box>
article-body-column: ತೋರಿಸಿದಂತೆ ನನಗೂ ನೀಡಿ ಮುಂದಿನ ದಿನಗಳಲ್ಲಿ ನಮ್ಮ ದೇಸಿ ಕ್ರೀಡೆಯನ್ನೇ ಆಧಾರವಾಗಿಟ್ಟುಕೊಂಡು ತೆಗೆದಿರುವ ಕರಾವಳಿ ಚಿತ್ರದಲ್ಲಿ ಕಂಬಳ ಕ್ರೀಡೆಯನ್ನು ತೋರಿಸಿದ್ದು ಈ ಕಬ್ಬಡ್ಡಿ ಪಂದ್ಯಾವಳಿಯಂತೆ ಕರಾವಳಿ ಚಿತ್ರವನ್ನೂ ಗೆಲ್ಲಿಸಿ ಎಂದರು. ಚಿತ್ರದ ನಿರ್ದೇಶಕ ಗುರುದತ್ ಗಾಣಿಗ ಮಾತನಾಡಿ, ಕಂಬಳದಂತಹ ಕ್ರೀಡೆ ಉಳಿಯಬೇಕು ಎಂದರು. ಈ ಸಂದರ್ಭದಲ್ಲಿ ಬೆಲೂರಿನ ಶಾಸಕ ಸಿಮೆಂಟ್ ಮಂಜು, ಗುಬ್ಬಿ ಶಾಸಕ ಎಸ್.ಆರ್.ಶ್ರೀನಿವಾಸ್, ಗ್ಯಾರಂಟಿ ಯೋಜನೆ ಅನುಷ್ಠಾನ ಸಮಿತಿ ಅಧ್ಯಕ್ಷ, ಕಾಂಗ್ರೆಸ್ ಮುಖಂಡ ಕೆ.ಜಿ.ಕೃಷ್ಣೆಗೌಡ, ತಾ.ಪಂ ಮಾಜಿ ಸದಸ್ಯರು, ಗ್ರಾಮ ಪಂಚಾಯಿತಿ ಸದಸ್ಯರು, ಶ್ರೀ ಲಾಲ್‌ಬಹದ್ದೂರ್ ಶಾಸ್ತ್ರಿ ಸಂಘದ ಅಧ್ಯಕ್ಷರು, ಪದಾಧಿಕಾರಿಗಳು ಹಾಗೂ ಗ್ರಾಮಸ್ಥರು ಭಾಗವಹಿಸಿದ್ದರು. <box>327 756 465 941</box>
masthead: ಅಮೃತವಾಣಿ <box>400 29 468 49</box>
article-body-column: ತುಮಕೂರು, ನ.20:- ನಗರದ ಶ್ರೀ ಸಿದ್ಧಾರ್ಥ ಮಾಧ್ಯಮ ಅಧ್ಯಯನ ಕೇಂದ್ರದಲ್ಲಿ ಇತ್ತೀಚೆಗೆ ಫೋಟೋಗ್ರಫಿ ಮತ್ತು ಡ್ರೋನ್ ಕುರಿತಾದ ಎರಡು ದಿನಗಳ ಕಾರ್ಯಾಗಾರವನ್ನು ಹಮ್ಮಿಕೊಳ್ಳಲಾಗಿತ್ತು. ಮಾಧ್ಯಮ ಅಧ್ಯಯನ ಕೇಂದ್ರವು ವಿದ್ಯಾರ್ಥಿಗಳು ಹೊಸ ವಿಚಾರಗಳನ್ನು ಪ್ರಾಯೋಗಿಕವಾಗಿ ಕಲಿಯಲು ಪ್ರೇರೇಪಿಸುತ್ತದೆ. ಈ ನಿಟ್ಟಿನಲ್ಲಿ ವಿದ್ಯಾರ್ಥಿಗಳು ಹೆಚ್ಚು ಕೌಶಲ್ಯಭರಿತವಾಗಿ ಮಾಧ್ಯಮ ಕ್ಷೇತ್ರಕ್ಕೆ ಕಾಲಿಡಲು ಎಲ್ಲಾ ತಯಾರಿ ಕಾಲೇಜಿನಲ್ಲಿಯೇ ಕಲಿಯಲು ಈ ಕಾರ್ಯಾಗಾರವನ್ನು ಆಯೋಜಿಸಲಾಗಿತ್ತು. ಬೆಂಗಳೂರಿನ ಹಿರಿಯ ಸುದ್ದಿ ಛಾಯಾಗ್ರಾಹಕ ವಿಶ್ವನಾಥ್ ಸುವರ್ಣ ಮತ್ತು ನಗರದ ವಿ ಇಮೇಜ್ ಸ್ಟುಡಿಯೋ ಛಾಯಾಗ್ರಾಹಕರಾದ ನವೀನ್‌ಕುಮಾರ್ ಟಿ.ಎಚ್ ಕಾರ್ಯಾಗಾರವನ್ನು ನಡೆಸಿಕೊಟ್ಟರು. ಮಾಧ್ಯಮ ವಿದ್ಯಾರ್ಥಿಗಳಿಗೆ ಫೋಟೋಗ್ರಫಿಯ ಆಳವಾದ ಪರಿಕಲ್ಪನೆ, ವಿವಿಧ ಫೋಟೋಗ್ರಫಿ ಮತ್ತು ಡ್ರೋನ್ ತಂತ್ರಗಳು, <box>45 293 173 531</box>
tag-rule <box>482 268 594 269</box>
tag-rule <box>52 286 152 287</box>
article-headline-library-rally: ತುಮಕೂರು ವಿವಿಯಲ್ಲಿ ಗ್ರಂಥಾಲಯ ಅರಿವು <box>60 1117 442 1150</box>
ceremony-photo-image <box>479 126 929 244</box>
notice-headline <box>479 1222 905 1280</box>
headline-line-2: ನಿವಾರಣೆಗೆ ದತ್ತ ಹೋಮ <box>600 1251 784 1278</box>
photo-stage-felicitation <box>190 646 468 751</box>
source-tag: #ಅಮೃತವಾಣಿ.ಇನ್ <box>513 792 567 801</box>
tag-rule <box>50 664 150 665</box>
notice-box-datta-pooja <box>477 1218 907 1402</box>
